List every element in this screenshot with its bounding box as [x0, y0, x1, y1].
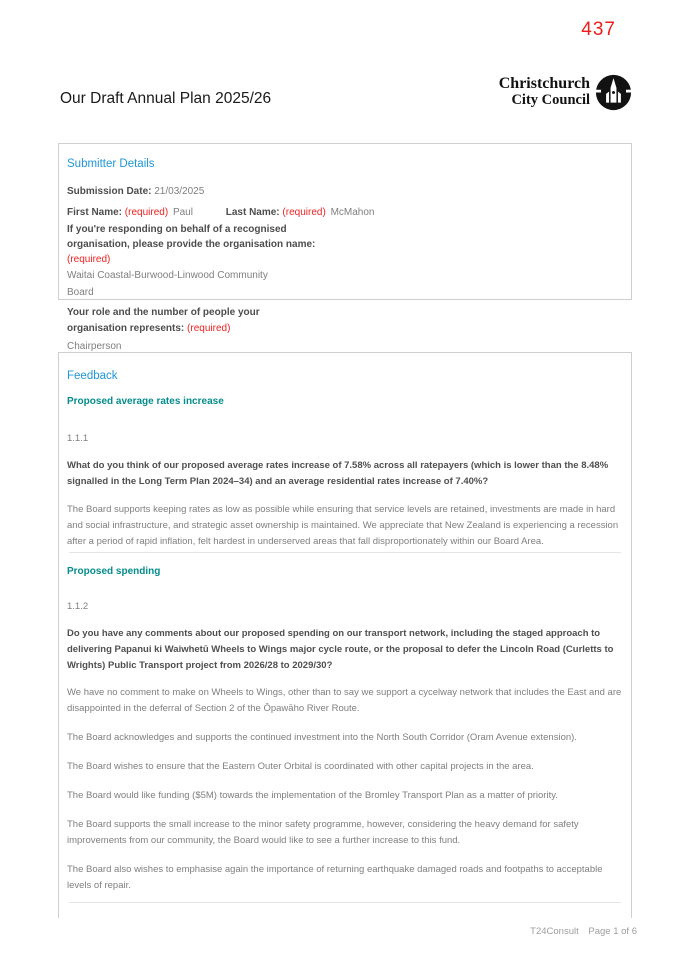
council-logo-text [499, 76, 590, 108]
section-divider [69, 552, 621, 553]
topic-proposed-spending: Proposed spending [67, 566, 161, 577]
answer-paragraph: We have no comment to make on Wheels to Wings, other than to say we support a cycelway network that includes the East and are disappointed in the deferral of Section 2 of the Ōpawāho River Route. [67, 687, 622, 714]
cathedral-icon [595, 74, 632, 111]
council-logo [499, 74, 632, 111]
question-text-2: Do you have any comments about our proposed spending on our transport network, including the staged approach to delivering Papanui ki Waiwhetū Wheels to Wings major cycle route, or the proposal to defer the Lincoln Road (Curletts to Wrights) Public Transport project from 2026/28 to 2029/30? [67, 628, 614, 671]
submitter-details-heading: Submitter Details [67, 158, 155, 170]
organisation-name-value: Waitai Coastal-Burwood-Linwood Community Board [67, 270, 268, 298]
feedback-panel [58, 352, 632, 918]
answer-paragraph: The Board would like funding ($5M) towards the implementation of the Bromley Transport Plan as a matter of priority. [67, 790, 558, 801]
logo-line-2: City Council [511, 92, 590, 109]
feedback-heading: Feedback [67, 370, 118, 382]
answer-paragraph: The Board acknowledges and supports the continued investment into the North South Corridor (Oram Avenue extension). [67, 732, 577, 743]
question-number-2: 1.1.2 [67, 601, 89, 612]
submission-date-row [67, 184, 623, 199]
first-name-label: First Name: [67, 207, 123, 218]
last-name-value: McMahon [330, 207, 375, 218]
doc-title: Our Draft Annual Plan 2025/26 [60, 90, 272, 107]
first-name-value: Paul [172, 207, 193, 218]
role-value: Chairperson [67, 341, 122, 352]
footer-app-name: T24Consult [530, 926, 579, 937]
answer-paragraph: The Board supports keeping rates as low as possible while ensuring that service levels are retained, investments are made in hard and social infrastructure, and strategic asset ownership is maintained. We appreciate that New Zealand is experiencing a recession after a period of rapid inflation, felt hardest in underserved areas that fall disproportionately within our Board Area. [67, 504, 619, 547]
submission-date-value: 21/03/2025 [154, 186, 205, 197]
organisation-question [67, 222, 319, 267]
submitter-details-panel [58, 143, 632, 352]
name-row [67, 205, 623, 220]
topic-rates-increase: Proposed average rates increase [67, 396, 224, 407]
submission-date-label: Submission Date: [67, 186, 152, 197]
question-text-1: What do you think of our proposed average rates increase of 7.58% across all ratepayers (which is lower than the 8.48% signalled in the Long Term Plan 2024–34) and an average residential rates increase of 7.40%? [67, 460, 609, 487]
answer-paragraph: The Board also wishes to emphasise again the importance of returning earthquake damaged roads and footpaths to acceptable levels of repair. [67, 864, 603, 891]
organisation-question-label: If you're responding on behalf of a recognised organisation, please provide the organisation name: [67, 224, 316, 250]
logo-line-1: Christchurch [498, 75, 590, 93]
role-question-label: Your role and the number of people your organisation represents: [67, 307, 260, 334]
answer-paragraph: The Board supports the small increase to the minor safety programme, however, considering the heavy demand for safety improvements from our community, the Board would like to see a further increase to this fund. [67, 819, 579, 846]
footer-page-indicator: Page 1 of 6 [588, 926, 637, 937]
last-name-required-flag: (required) [282, 207, 326, 218]
answer-paragraph: The Board wishes to ensure that the Eastern Outer Orbital is coordinated with other capital projects in the area. [67, 761, 534, 772]
role-required-flag: (required) [187, 322, 231, 334]
question-number-1: 1.1.1 [67, 433, 89, 444]
page-footer [530, 926, 637, 937]
bottom-divider [69, 902, 621, 903]
organisation-required-flag: (required) [67, 254, 111, 265]
page-number: 437 [581, 19, 616, 40]
role-question [67, 305, 289, 336]
first-name-required-flag: (required) [124, 207, 169, 218]
last-name-label: Last Name: [225, 207, 280, 218]
